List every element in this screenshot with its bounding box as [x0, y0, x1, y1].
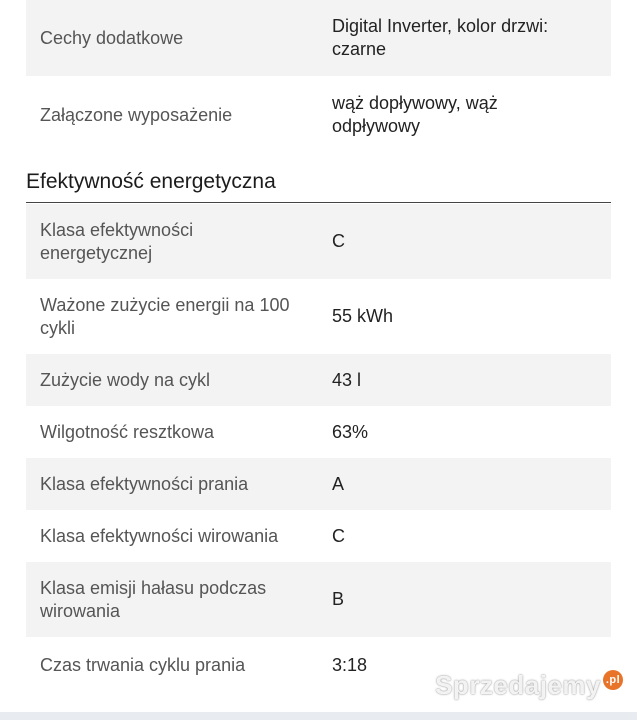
- spec-value: C: [332, 231, 345, 251]
- spec-label: Klasa efektywności energetycznej: [40, 219, 194, 263]
- spec-value: 3:18: [332, 654, 368, 675]
- spec-value: B: [332, 589, 345, 609]
- spec-label: Ważone zużycie energii na 100 cykli: [40, 294, 290, 338]
- energy-efficiency-table: [26, 204, 611, 693]
- spec-label: Klasa efektywności wirowania: [40, 525, 279, 546]
- section-title: Efektywność energetyczna: [26, 169, 611, 203]
- spec-label: Cechy dodatkowe: [40, 27, 184, 48]
- spec-label: Zużycie wody na cykl: [40, 369, 211, 390]
- spec-row-spin-class: [26, 510, 611, 562]
- spec-value: 55 kWh: [332, 306, 394, 326]
- spec-row-moisture: [26, 406, 611, 458]
- spec-row-energy-class: [26, 204, 611, 279]
- spec-row-water: [26, 354, 611, 406]
- watermark-text: Sprzedajemy: [435, 670, 601, 700]
- spec-row-energy-consumption: [26, 279, 611, 354]
- spec-value: wąż dopływowy, wąż odpływowy: [332, 93, 498, 136]
- spec-row-noise-class: [26, 562, 611, 637]
- spec-label: Wilgotność resztkowa: [40, 421, 215, 442]
- watermark-logo: [435, 670, 623, 701]
- spec-value: 43 l: [332, 369, 362, 390]
- spec-value: C: [332, 525, 345, 546]
- spec-value: A: [332, 473, 345, 494]
- additional-features-table: [26, 0, 611, 154]
- bottom-edge: [0, 712, 637, 720]
- spec-value: Digital Inverter, kolor drzwi: czarne: [332, 16, 549, 59]
- spec-label: Klasa efektywności prania: [40, 473, 249, 494]
- spec-row-washing-class: [26, 458, 611, 510]
- spec-row-features: [26, 0, 611, 76]
- spec-row-equipment: [26, 76, 611, 154]
- spec-value: 63%: [332, 421, 369, 442]
- spec-label: Czas trwania cyklu prania: [40, 654, 246, 675]
- spec-label: Załączone wyposażenie: [40, 104, 233, 125]
- watermark-suffix: .pl: [603, 670, 623, 690]
- spec-label: Klasa emisji hałasu podczas wirowania: [40, 577, 267, 621]
